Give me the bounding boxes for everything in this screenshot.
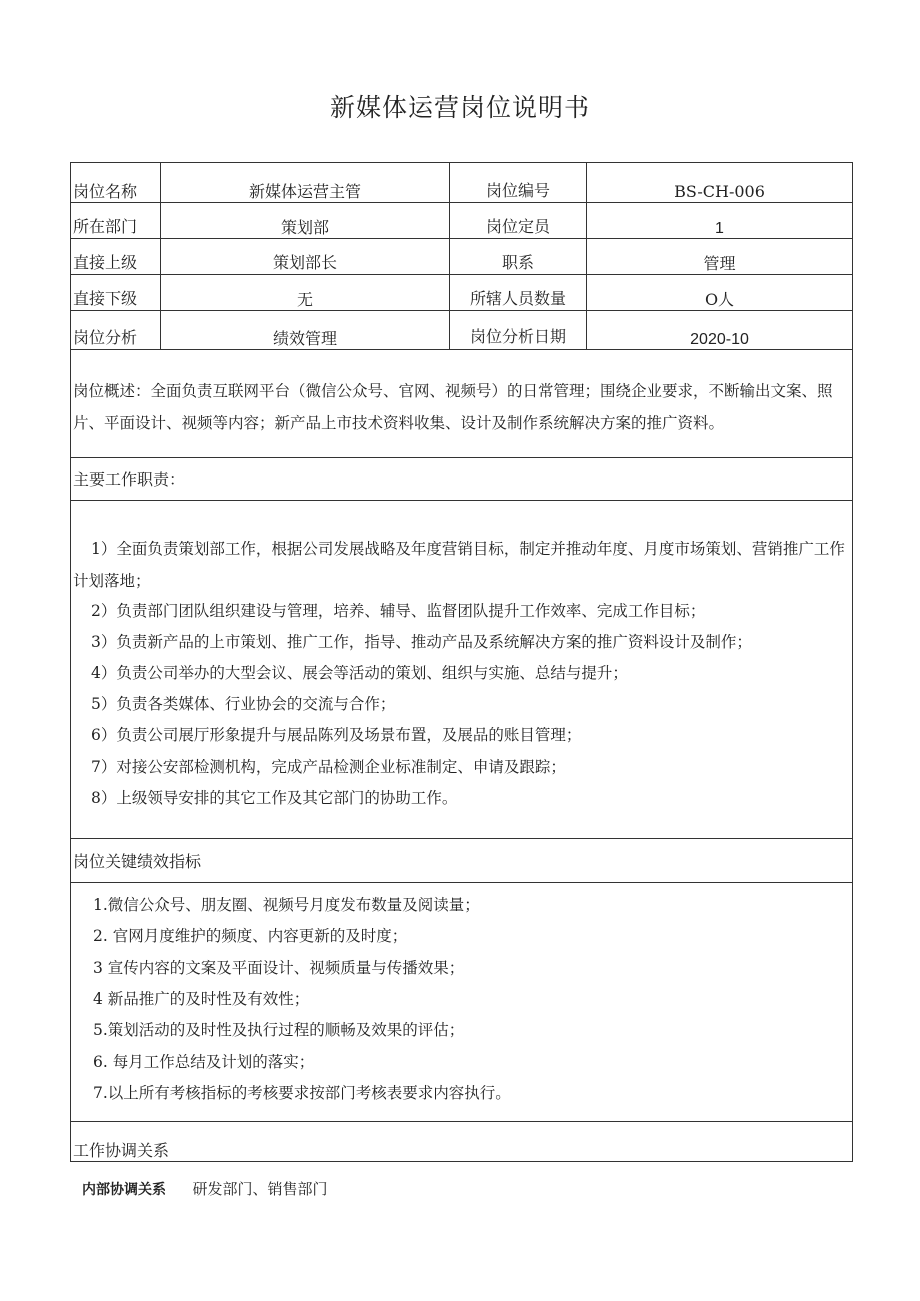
row-divider [71, 310, 852, 311]
section-divider [71, 1121, 852, 1122]
job-description-table [70, 162, 853, 1162]
label-direct-subordinate: 直接下级 [73, 289, 138, 308]
value-department: 策划部 [280, 218, 329, 237]
label-position-code: 岗位编号 [485, 181, 550, 200]
label-headcount: 岗位定员 [485, 217, 550, 236]
duty-item: 6）负责公司展厅形象提升与展品陈列及场景布置，及展品的账目管理； [91, 726, 582, 744]
value-headcount: 1 [715, 220, 724, 237]
label-job-family: 职系 [501, 253, 534, 272]
label-position-name: 岗位名称 [73, 182, 138, 201]
row-divider [71, 274, 852, 275]
coordination-heading: 工作协调关系 [73, 1141, 170, 1160]
duty-item: 7）对接公安部检测机构，完成产品检测企业标准制定、申请及跟踪； [91, 758, 566, 776]
position-overview: 岗位概述：全面负责互联网平台（微信公众号、官网、视频号）的日常管理；围绕企业要求，不断输出文案、照片、平面设计、视频等内容；新产品上市技术资料收集、设计及制作系统解决方案的推广资料。 [73, 382, 833, 432]
section-divider [71, 882, 852, 883]
value-position-name: 新媒体运营主管 [248, 182, 361, 201]
kpi-item: 6. 每月工作总结及计划的落实； [93, 1053, 315, 1071]
kpi-item: 4 新品推广的及时性及有效性； [93, 990, 310, 1008]
duty-item: 1）全面负责策划部工作，根据公司发展战略及年度营销目标，制定并推动年度、月度市场策划、营销推广工作计划落地； [73, 540, 845, 590]
duties-heading: 主要工作职责： [73, 470, 186, 489]
kpi-item: 5.策划活动的及时性及执行过程的顺畅及效果的评估； [93, 1021, 465, 1039]
internal-coordination-row [82, 1178, 327, 1199]
label-position-analysis: 岗位分析 [73, 328, 138, 347]
row-divider [71, 202, 852, 203]
value-position-analysis: 绩效管理 [272, 329, 337, 348]
value-staff-count: O人 [704, 290, 735, 309]
internal-coordination-value: 研发部门、销售部门 [192, 1180, 328, 1198]
kpi-item: 2. 官网月度维护的频度、内容更新的及时度； [93, 927, 408, 945]
kpi-item: 7.以上所有考核指标的考核要求按部门考核表要求内容执行。 [93, 1084, 511, 1102]
duty-item: 4）负责公司举办的大型会议、展会等活动的策划、组织与实施、总结与提升； [91, 664, 628, 682]
label-analysis-date: 岗位分析日期 [469, 327, 566, 346]
label-direct-superior: 直接上级 [73, 253, 138, 272]
internal-coordination-label: 内部协调关系 [82, 1181, 166, 1197]
duty-item: 5）负责各类媒体、行业协会的交流与合作； [91, 695, 396, 713]
duty-item: 3）负责新产品的上市策划、推广工作，指导、推动产品及系统解决方案的推广资料设计及制作； [91, 633, 752, 651]
document-title: 新媒体运营岗位说明书 [329, 93, 590, 122]
value-direct-subordinate: 无 [296, 290, 313, 309]
value-position-code: BS-CH-006 [674, 182, 765, 201]
kpi-heading: 岗位关键绩效指标 [73, 852, 202, 871]
label-staff-count: 所辖人员数量 [469, 289, 566, 308]
section-divider [71, 457, 852, 458]
kpi-item: 1.微信公众号、朋友圈、视频号月度发布数量及阅读量； [93, 896, 480, 914]
section-divider [71, 500, 852, 501]
duty-item: 8）上级领导安排的其它工作及其它部门的协助工作。 [91, 789, 458, 807]
section-divider [71, 838, 852, 839]
value-job-family: 管理 [703, 254, 736, 273]
value-direct-superior: 策划部长 [272, 253, 337, 272]
label-department: 所在部门 [73, 217, 138, 236]
duty-item: 2）负责部门团队组织建设与管理，培养、辅导、监督团队提升工作效率、完成工作目标； [91, 602, 706, 620]
value-analysis-date: 2020-10 [690, 331, 749, 348]
kpi-item: 3 宣传内容的文案及平面设计、视频质量与传播效果； [93, 959, 465, 977]
